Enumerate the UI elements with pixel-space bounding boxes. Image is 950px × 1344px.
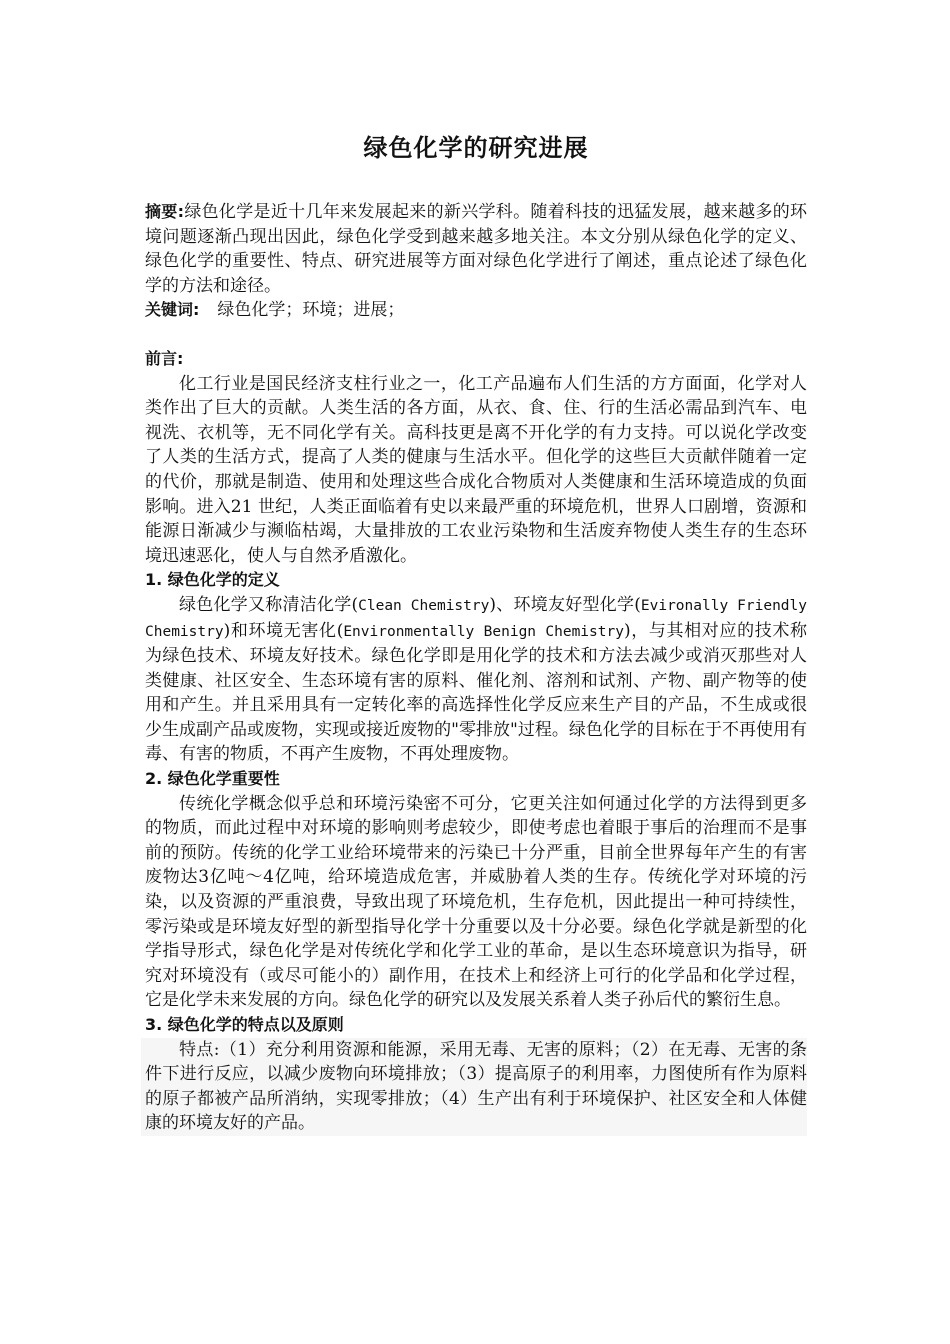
section-1-text-d: )，与其相对应的技术称为绿色技术、环境友好技术。绿色化学即是用化学的技术和方法去减少或消灭那些对人类健康、社区安全、生态环境有害的原料、催化剂、溶剂和试剂、产物、副产物等的使用和产生。并且采用具有一定转化率的高选择性化学反应来生产目的产品，不生成或很少生成副产品或废物，实现或接近废物的"零排放"过程。绿色化学的目标在于不再使用有毒、有害的物质，不再产生废物，不再处理废物。 — [145, 620, 807, 765]
section-1-text-a: 绿色化学又称清洁化学( — [179, 594, 359, 615]
section-1-heading: 1. 绿色化学的定义 — [145, 570, 280, 590]
document-body — [145, 130, 807, 1136]
abstract-label: 摘要: — [145, 202, 185, 221]
section-1-english-term-2: Evironally Friendly Chemistry — [145, 597, 807, 640]
section-2-heading: 2. 绿色化学重要性 — [145, 769, 280, 789]
intro-heading: 前言: — [145, 348, 184, 368]
section-1-text-c: )和环境无害化( — [223, 620, 344, 641]
intro-paragraph: 化工行业是国民经济支柱行业之一，化工产品遍布人们生活的方方面面，化学对人类作出了巨大的贡献。人类生活的各方面，从衣、食、住、行的生活必需品到汽车、电视洗、衣机等，无不同化学有关。高科技更是离不开化学的有力支持。可以说化学改变了人类的生活方式，提高了人类的健康与生活水平。但化学的这些巨大贡献伴随着一定的代价，那就是制造、使用和处理这些合成化合物质对人类健康和生活环境造成的负面影响。进入21 世纪，人类正面临着有史以来最严重的环境危机，世界人口剧增，资源和能源日渐减少与濒临枯竭，大量排放的工农业污染物和生活废弃物使人类生存的生态环境迅速恶化，使人与自然矛盾激化。 — [145, 373, 807, 566]
section-1-paragraph — [145, 593, 807, 767]
section-3-heading: 3. 绿色化学的特点以及原则 — [145, 1015, 344, 1034]
section-spacer — [145, 323, 807, 347]
section-1-english-term-1: Clean Chemistry — [358, 597, 490, 614]
section-3-paragraph: 特点:（1）充分利用资源和能源，采用无毒、无害的原料；（2）在无毒、无害的条件下进行反应，以减少废物向环境排放；（3）提高原子的利用率，力图使所有作为原料的原子都被产品所消纳，实现零排放；（4）生产出有利于环境保护、社区安全和人体健康的环境友好的产品。 — [141, 1038, 807, 1136]
section-1-text-b: )、环境友好型化学( — [489, 594, 641, 615]
keywords-paragraph — [145, 298, 807, 323]
document-title: 绿色化学的研究进展 — [363, 134, 589, 162]
keywords-text: 绿色化学；环境；进展； — [217, 300, 405, 321]
abstract-paragraph — [145, 200, 807, 298]
section-2-paragraph: 传统化学概念似乎总和环境污染密不可分，它更关注如何通过化学的方法得到更多的物质，而此过程中对环境的影响则考虑较少，即使考虑也着眼于事后的治理而不是事前的预防。传统的化学工业给环境带来的污染已十分严重，目前全世界每年产生的有害废物达3亿吨～4亿吨，给环境造成危害，并威胁着人类的生存。传统化学对环境的污染，以及资源的严重浪费，导致出现了环境危机，生存危机，因此提出一种可持续性，零污染或是环境友好型的新型指导化学十分重要以及十分必要。绿色化学就是新型的化学指导形式，绿色化学是对传统化学和化学工业的革命，是以生态环境意识为指导，研究对环境没有（或尽可能小的）副作用，在技术上和经济上可行的化学品和化学过程，它是化学未来发展的方向。绿色化学的研究以及发展关系着人类子孙后代的繁衍生息。 — [145, 793, 807, 1011]
keywords-label: 关键词: — [145, 300, 200, 320]
abstract-text: 绿色化学是近十几年来发展起来的新兴学科。随着科技的迅猛发展，越来越多的环境问题逐渐凸现出因此，绿色化学受到越来越多地关注。本文分别从绿色化学的定义、绿色化学的重要性、特点、研究进展等方面对绿色化学进行了阐述，重点论述了绿色化学的方法和途径。 — [145, 202, 807, 296]
section-1-english-term-3: Environmentally Benign Chemistry — [343, 623, 624, 640]
